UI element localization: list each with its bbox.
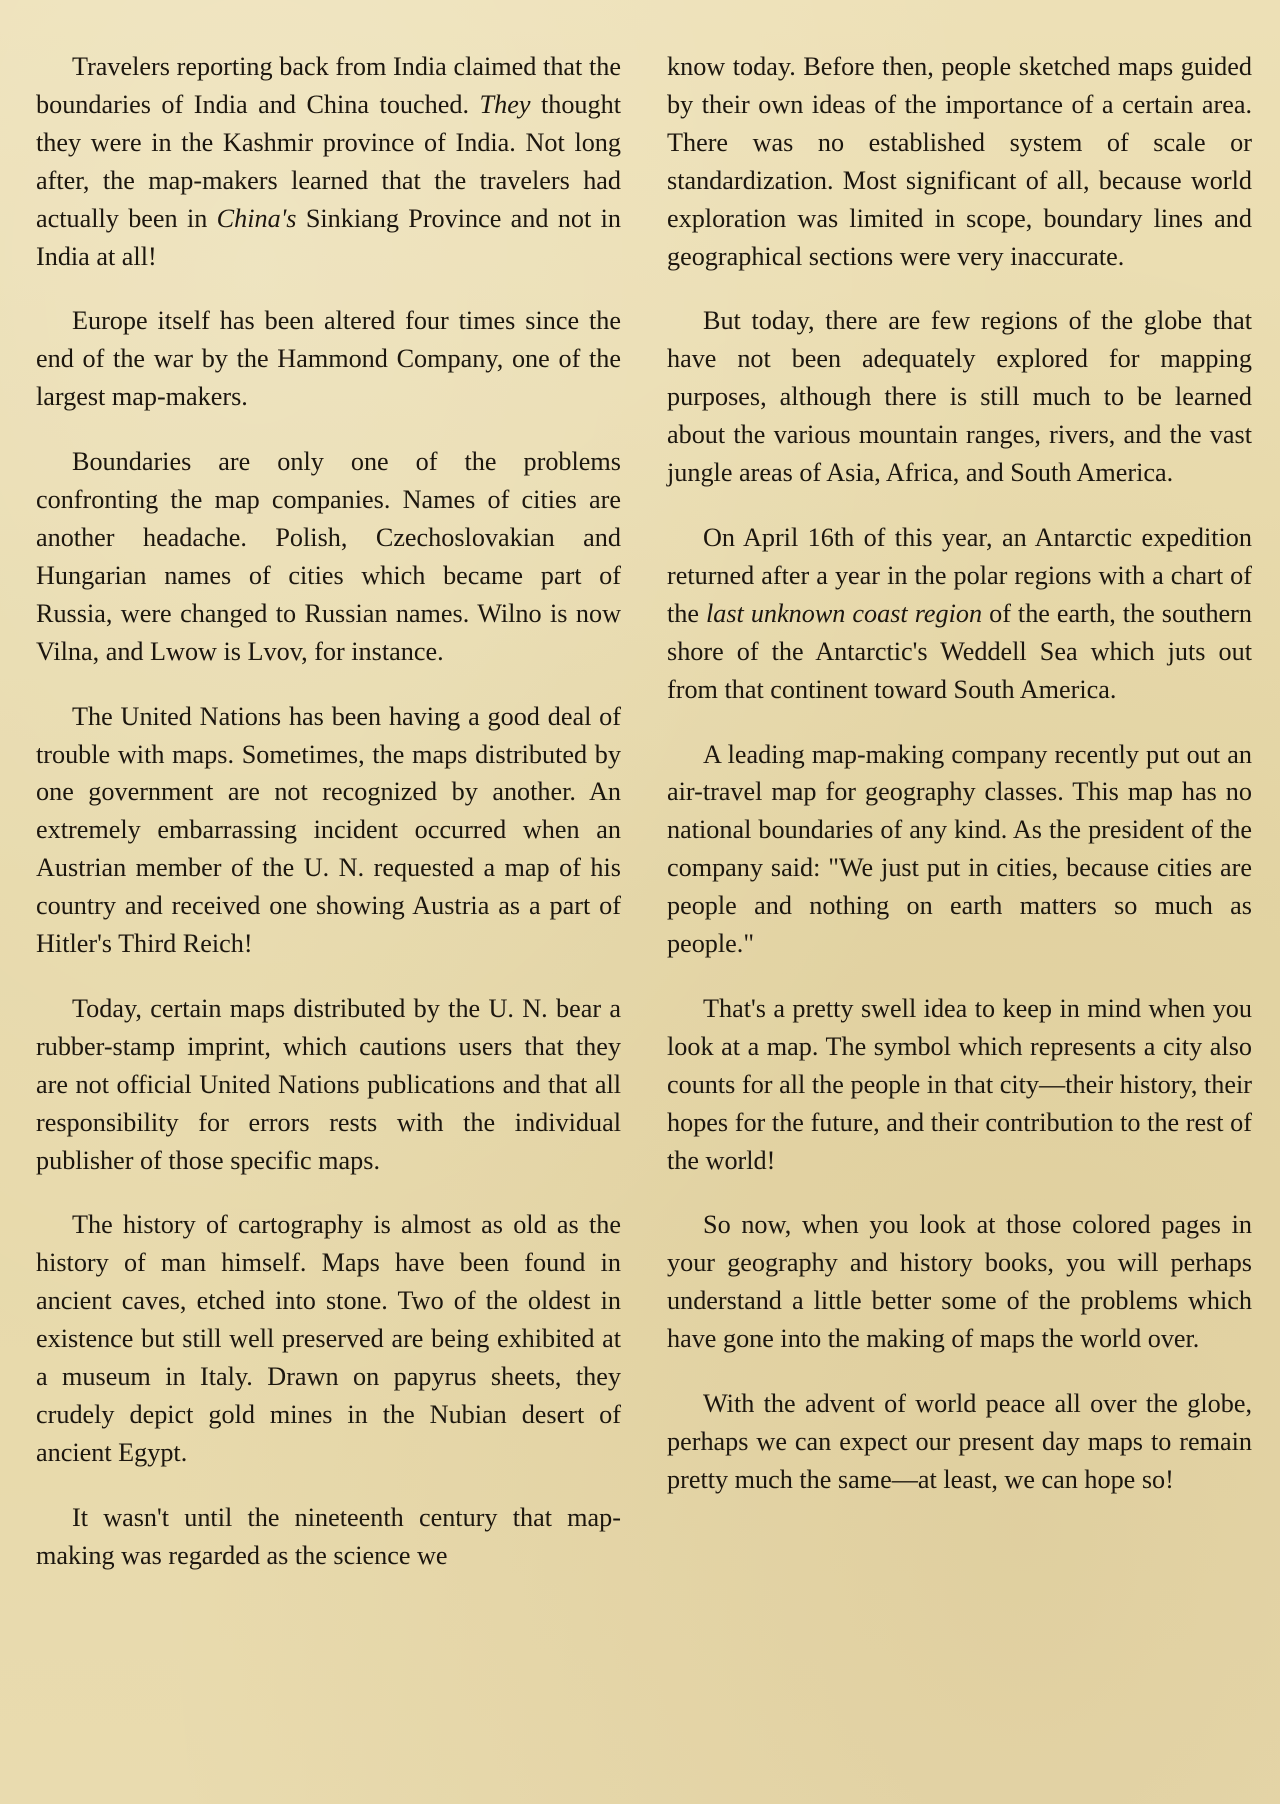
paragraph-boundaries: Boundaries are only one of the problems confronting the map companies. Names of cities are another headache. Polish, Czechoslovakian and Hungarian names of cities which became part of Russia, were changed to Russian names. Wilno is now Vilna, and Lwow is Lvov, for instance. — [36, 447, 621, 666]
paragraph-india-china: Travelers reporting back from India claimed that the boundaries of India and China touched. They thought they were in the Kashmir province of India. Not long after, the map-makers learned that the travelers had actually been in China's Sinkiang Province and not in India at all! — [36, 52, 621, 271]
paragraph-antarctic: On April 16th of this year, an Antarctic expedition returned after a year in the polar regions with a chart of the last unknown coast region of the earth, the southern shore of the Antarctic's Weddell Sea which juts out from that continent toward South America. — [667, 522, 1252, 704]
paragraph-cartography-history: The history of cartography is almost as old as the history of man himself. Maps have been found in ancient caves, etched into stone. Two of the oldest in existence but still well preserved are being exhibited at a museum in Italy. Drawn on papyrus sheets, they crudely depict gold mines in the Nubian desert of ancient Egypt. — [36, 1210, 621, 1467]
right-column — [667, 48, 1252, 1526]
left-column — [36, 48, 621, 1602]
paragraph-world-peace: With the advent of world peace all over the globe, perhaps we can expect our present day maps to remain pretty much the same—at least, we can hope so! — [667, 1389, 1252, 1494]
paragraph-swell-idea: That's a pretty swell idea to keep in mind when you look at a map. The symbol which represents a city also counts for all the people in that city—their history, their hopes for the future, and their contribution to the rest of the world! — [667, 993, 1252, 1175]
paragraph-europe: Europe itself has been altered four times since the end of the war by the Hammond Company, one of the largest map-makers. — [36, 306, 621, 412]
paragraph-explored-regions: But today, there are few regions of the globe that have not been adequately explored for mapping purposes, although there is still much to be learned about the various mountain ranges, rivers, and the vast jungle areas of Asia, Africa, and South America. — [667, 306, 1252, 488]
paragraph-united-nations: The United Nations has been having a good deal of trouble with maps. Sometimes, the maps distributed by one government are not recognized by another. An extremely embarrassing incident occurred when an Austrian member of the U. N. requested a map of his country and received one showing Austria as a part of Hitler's Third Reich! — [36, 701, 621, 959]
paragraph-nineteenth-century: It wasn't until the nineteenth century that map-making was regarded as the science we — [36, 1502, 621, 1570]
paragraph-rubber-stamp: Today, certain maps distributed by the U. N. bear a rubber-stamp imprint, which cautions users that they are not official United Nations publications and that all responsibility for errors rests with the individual publisher of those specific maps. — [36, 993, 621, 1175]
paragraph-air-travel-map: A leading map-making company recently put out an air-travel map for geography classes. This map has no national boundaries of any kind. As the president of the company said: "We just put in cities, because cities are people and nothing on earth matters so much as people." — [667, 739, 1252, 959]
paragraph-before-then: know today. Before then, people sketched maps guided by their own ideas of the importance of a certain area. There was no established system of scale or standardization. Most significant of all, because world exploration was limited in scope, boundary lines and geographical sections were very inaccurate. — [667, 52, 1252, 271]
paragraph-colored-pages: So now, when you look at those colored pages in your geography and history books, you will perhaps understand a little better some of the problems which have gone into the making of maps the world over. — [667, 1210, 1252, 1354]
